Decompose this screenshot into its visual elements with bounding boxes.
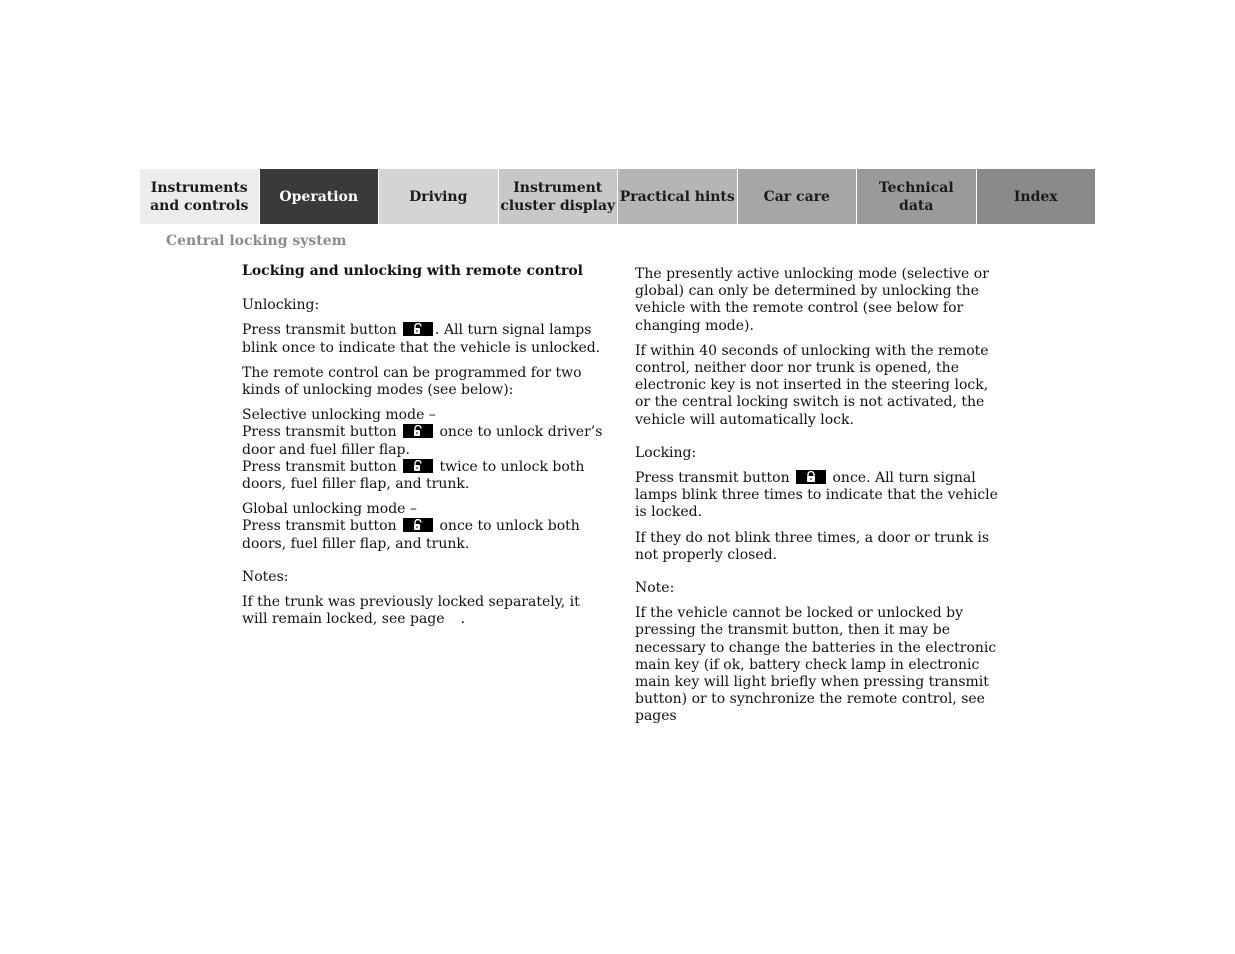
unlock-button-icon <box>403 322 433 336</box>
unlocking-label: Unlocking: <box>242 297 320 314</box>
selective-mode <box>242 407 607 493</box>
tab-instruments-and-controls[interactable]: Instruments and controls <box>140 169 260 224</box>
modes-intro: The remote control can be programmed for two kinds of unlocking modes (see below): <box>242 364 582 399</box>
unlock-button-icon <box>403 518 433 532</box>
tab-operation[interactable]: Operation <box>260 169 380 224</box>
text: once to unlock driver’s door and fuel filler flap. <box>242 424 603 458</box>
section-title: Central locking system <box>166 233 347 249</box>
lock-button-icon <box>796 470 826 484</box>
note-label: Note: <box>635 580 675 597</box>
locking-label: Locking: <box>635 444 697 461</box>
tab-index[interactable]: Index <box>977 169 1096 224</box>
tab-driving[interactable]: Driving <box>379 169 499 224</box>
selective-title: Selective unlocking mode – <box>242 407 436 424</box>
text: Press transmit button <box>242 424 402 441</box>
tab-instrument-cluster-display[interactable]: Instrument cluster display <box>499 169 619 224</box>
text: If the trunk was previously locked separately, it will remain locked, see page <box>242 594 580 628</box>
left-column <box>242 263 607 636</box>
text: twice to unlock both doors, fuel filler flap, and trunk. <box>242 458 585 493</box>
text: . <box>460 611 466 628</box>
tab-car-care[interactable]: Car care <box>738 169 858 224</box>
tab-technical-data[interactable]: Technical data <box>857 169 977 224</box>
text: Press transmit button <box>242 322 402 339</box>
global-mode <box>242 501 607 553</box>
text: once to unlock both doors, fuel filler flap, and trunk. <box>242 518 580 552</box>
chapter-tabs <box>140 169 1095 224</box>
auto-lock-info: If within 40 seconds of unlocking with the remote control, neither door nor trunk is opened, the electronic key is not inserted in the steering lock, or the central locking switch is not activated, the vehicle will automatically lock. <box>635 342 989 428</box>
notes-label: Notes: <box>242 568 289 585</box>
text: . All turn signal lamps blink once to indicate that the vehicle is unlocked. <box>242 322 601 356</box>
blink-warning: If they do not blink three times, a door or trunk is not properly closed. <box>635 529 990 563</box>
text: Press transmit button <box>242 458 402 475</box>
global-title: Global unlocking mode – <box>242 501 417 518</box>
unlock-button-icon <box>403 459 433 473</box>
tab-practical-hints[interactable]: Practical hints <box>618 169 738 224</box>
notes-text <box>242 594 607 628</box>
lock-instruction <box>635 470 1000 522</box>
unlock-button-icon <box>403 424 433 438</box>
text: Press transmit button <box>242 518 402 535</box>
page-heading: Locking and unlocking with remote control <box>242 263 583 279</box>
text: Press transmit button <box>635 470 795 487</box>
text: once. All turn signal lamps blink three times to indicate that the vehicle is locked. <box>635 470 998 521</box>
mode-determination: The presently active unlocking mode (selective or global) can only be determined by unlocking the vehicle with the remote control (see below for changing mode). <box>635 266 989 334</box>
sync-note: If the vehicle cannot be locked or unlocked by pressing the transmit button, then it may be necessary to change the batteries in the electronic main key (if ok, battery check lamp in electronic main key will light briefly when pressing transmit button) or to synchronize the remote control, see pages <box>635 605 997 725</box>
unlock-instruction <box>242 322 607 356</box>
right-column <box>635 266 1000 734</box>
